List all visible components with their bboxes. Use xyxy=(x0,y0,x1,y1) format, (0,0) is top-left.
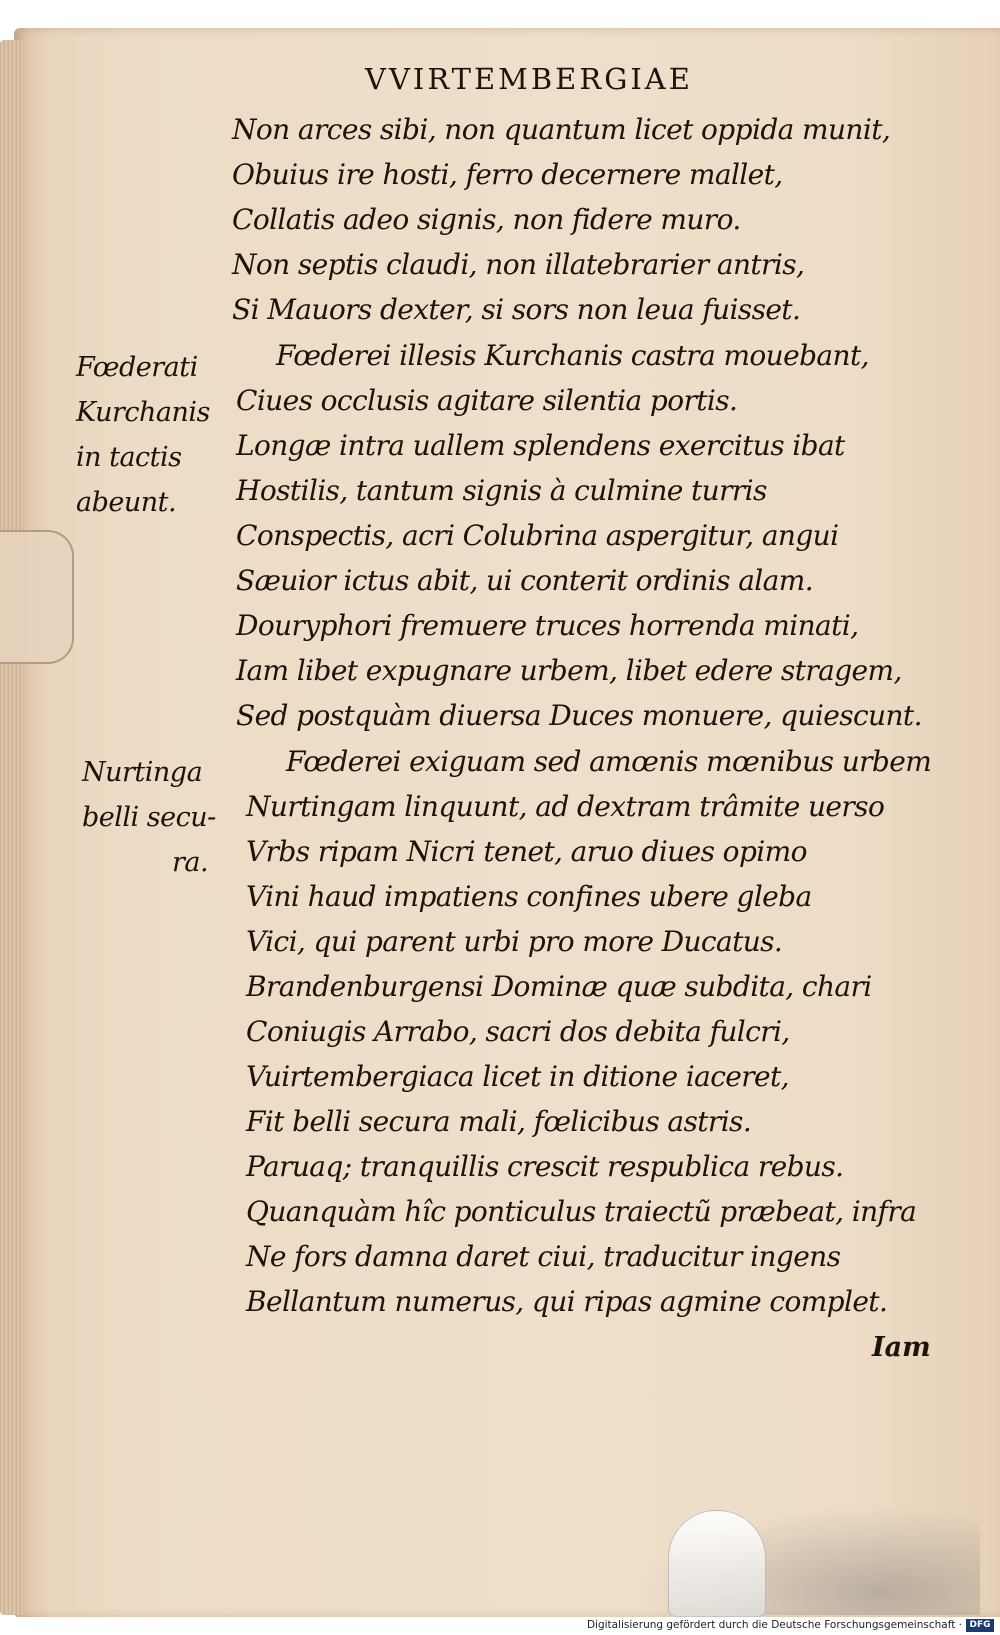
verse-line: Coniugis Arrabo, sacri dos debita fulcri, xyxy=(246,1015,790,1048)
gloss-line: Kurchanis xyxy=(76,397,210,428)
book-clip xyxy=(668,1510,766,1617)
verse-line: Sed postquàm diuersa Duces monuere, quiescunt. xyxy=(236,699,922,732)
verse-line: Hostilis, tantum signis à culmine turris xyxy=(236,474,767,507)
verse-line: Brandenburgensi Dominæ quæ subdita, chari xyxy=(246,970,872,1003)
verse-line: Fœderei illesis Kurchanis castra mouebant, xyxy=(276,339,869,372)
page-tab-marker xyxy=(0,530,74,664)
verse-line: Non arces sibi, non quantum licet oppida munit, xyxy=(232,113,891,146)
verse-line: Obuius ire hosti, ferro decernere mallet, xyxy=(232,158,783,191)
gloss-line: abeunt. xyxy=(76,487,177,518)
gloss-line: ra. xyxy=(172,847,209,878)
verse-line: Si Mauors dexter, si sors non leua fuisset. xyxy=(232,293,801,326)
verse-line: Ne fors damna daret ciui, traducitur ingens xyxy=(246,1240,841,1273)
gloss-line: Fœderati xyxy=(76,352,198,383)
gloss-line: in tactis xyxy=(76,442,182,473)
verse-line: Sæuior ictus abit, ui conterit ordinis alam. xyxy=(236,564,813,597)
verse-line: Vici, qui parent urbi pro more Ducatus. xyxy=(246,925,783,958)
catchword: Iam xyxy=(872,1332,931,1363)
marginal-gloss xyxy=(82,750,216,885)
verse-line: Vrbs ripam Nicri tenet, aruo diues opimo xyxy=(246,835,807,868)
verse-line: Conspectis, acri Colubrina aspergitur, angui xyxy=(236,519,839,552)
verse-line: Ciues occlusis agitare silentia portis. xyxy=(236,384,738,417)
verse-line: Quanquàm hîc ponticulus traiectũ præbeat, infra xyxy=(246,1195,917,1228)
verse-line: Non septis claudi, non illatebrarier antris, xyxy=(232,248,805,281)
running-head: VVIRTEMBERGIAE xyxy=(365,62,693,96)
verse-line: Fit belli secura mali, fœlicibus astris. xyxy=(246,1105,752,1138)
verse-line: Vini haud impatiens confines ubere gleba xyxy=(246,880,812,913)
verse-line: Collatis adeo signis, non fidere muro. xyxy=(232,203,741,236)
verse-line: Iam libet expugnare urbem, libet edere stragem, xyxy=(236,654,902,687)
verse-line: Paruaq; tranquillis crescit respublica rebus. xyxy=(246,1150,844,1183)
gloss-line: belli secu- xyxy=(82,802,216,833)
verse-line: Longæ intra uallem splendens exercitus ibat xyxy=(236,429,845,462)
verse-line: Vuirtembergiaca licet in ditione iaceret, xyxy=(246,1060,789,1093)
dfg-logo: DFG xyxy=(966,1619,994,1632)
verse-line: Fœderei exiguam sed amœnis mœnibus urbem xyxy=(286,745,932,778)
verse-line: Nurtingam linquunt, ad dextram trâmite uerso xyxy=(246,790,885,823)
verse-line: Bellantum numerus, qui ripas agmine complet. xyxy=(246,1285,888,1318)
gloss-line: Nurtinga xyxy=(82,757,203,788)
verse-line: Douryphori fremuere truces horrenda minati, xyxy=(236,609,859,642)
funding-credit: Digitalisierung gefördert durch die Deutsche Forschungsgemeinschaft · xyxy=(586,1619,962,1631)
marginal-gloss xyxy=(76,345,210,525)
book-page-edges xyxy=(0,40,24,1615)
